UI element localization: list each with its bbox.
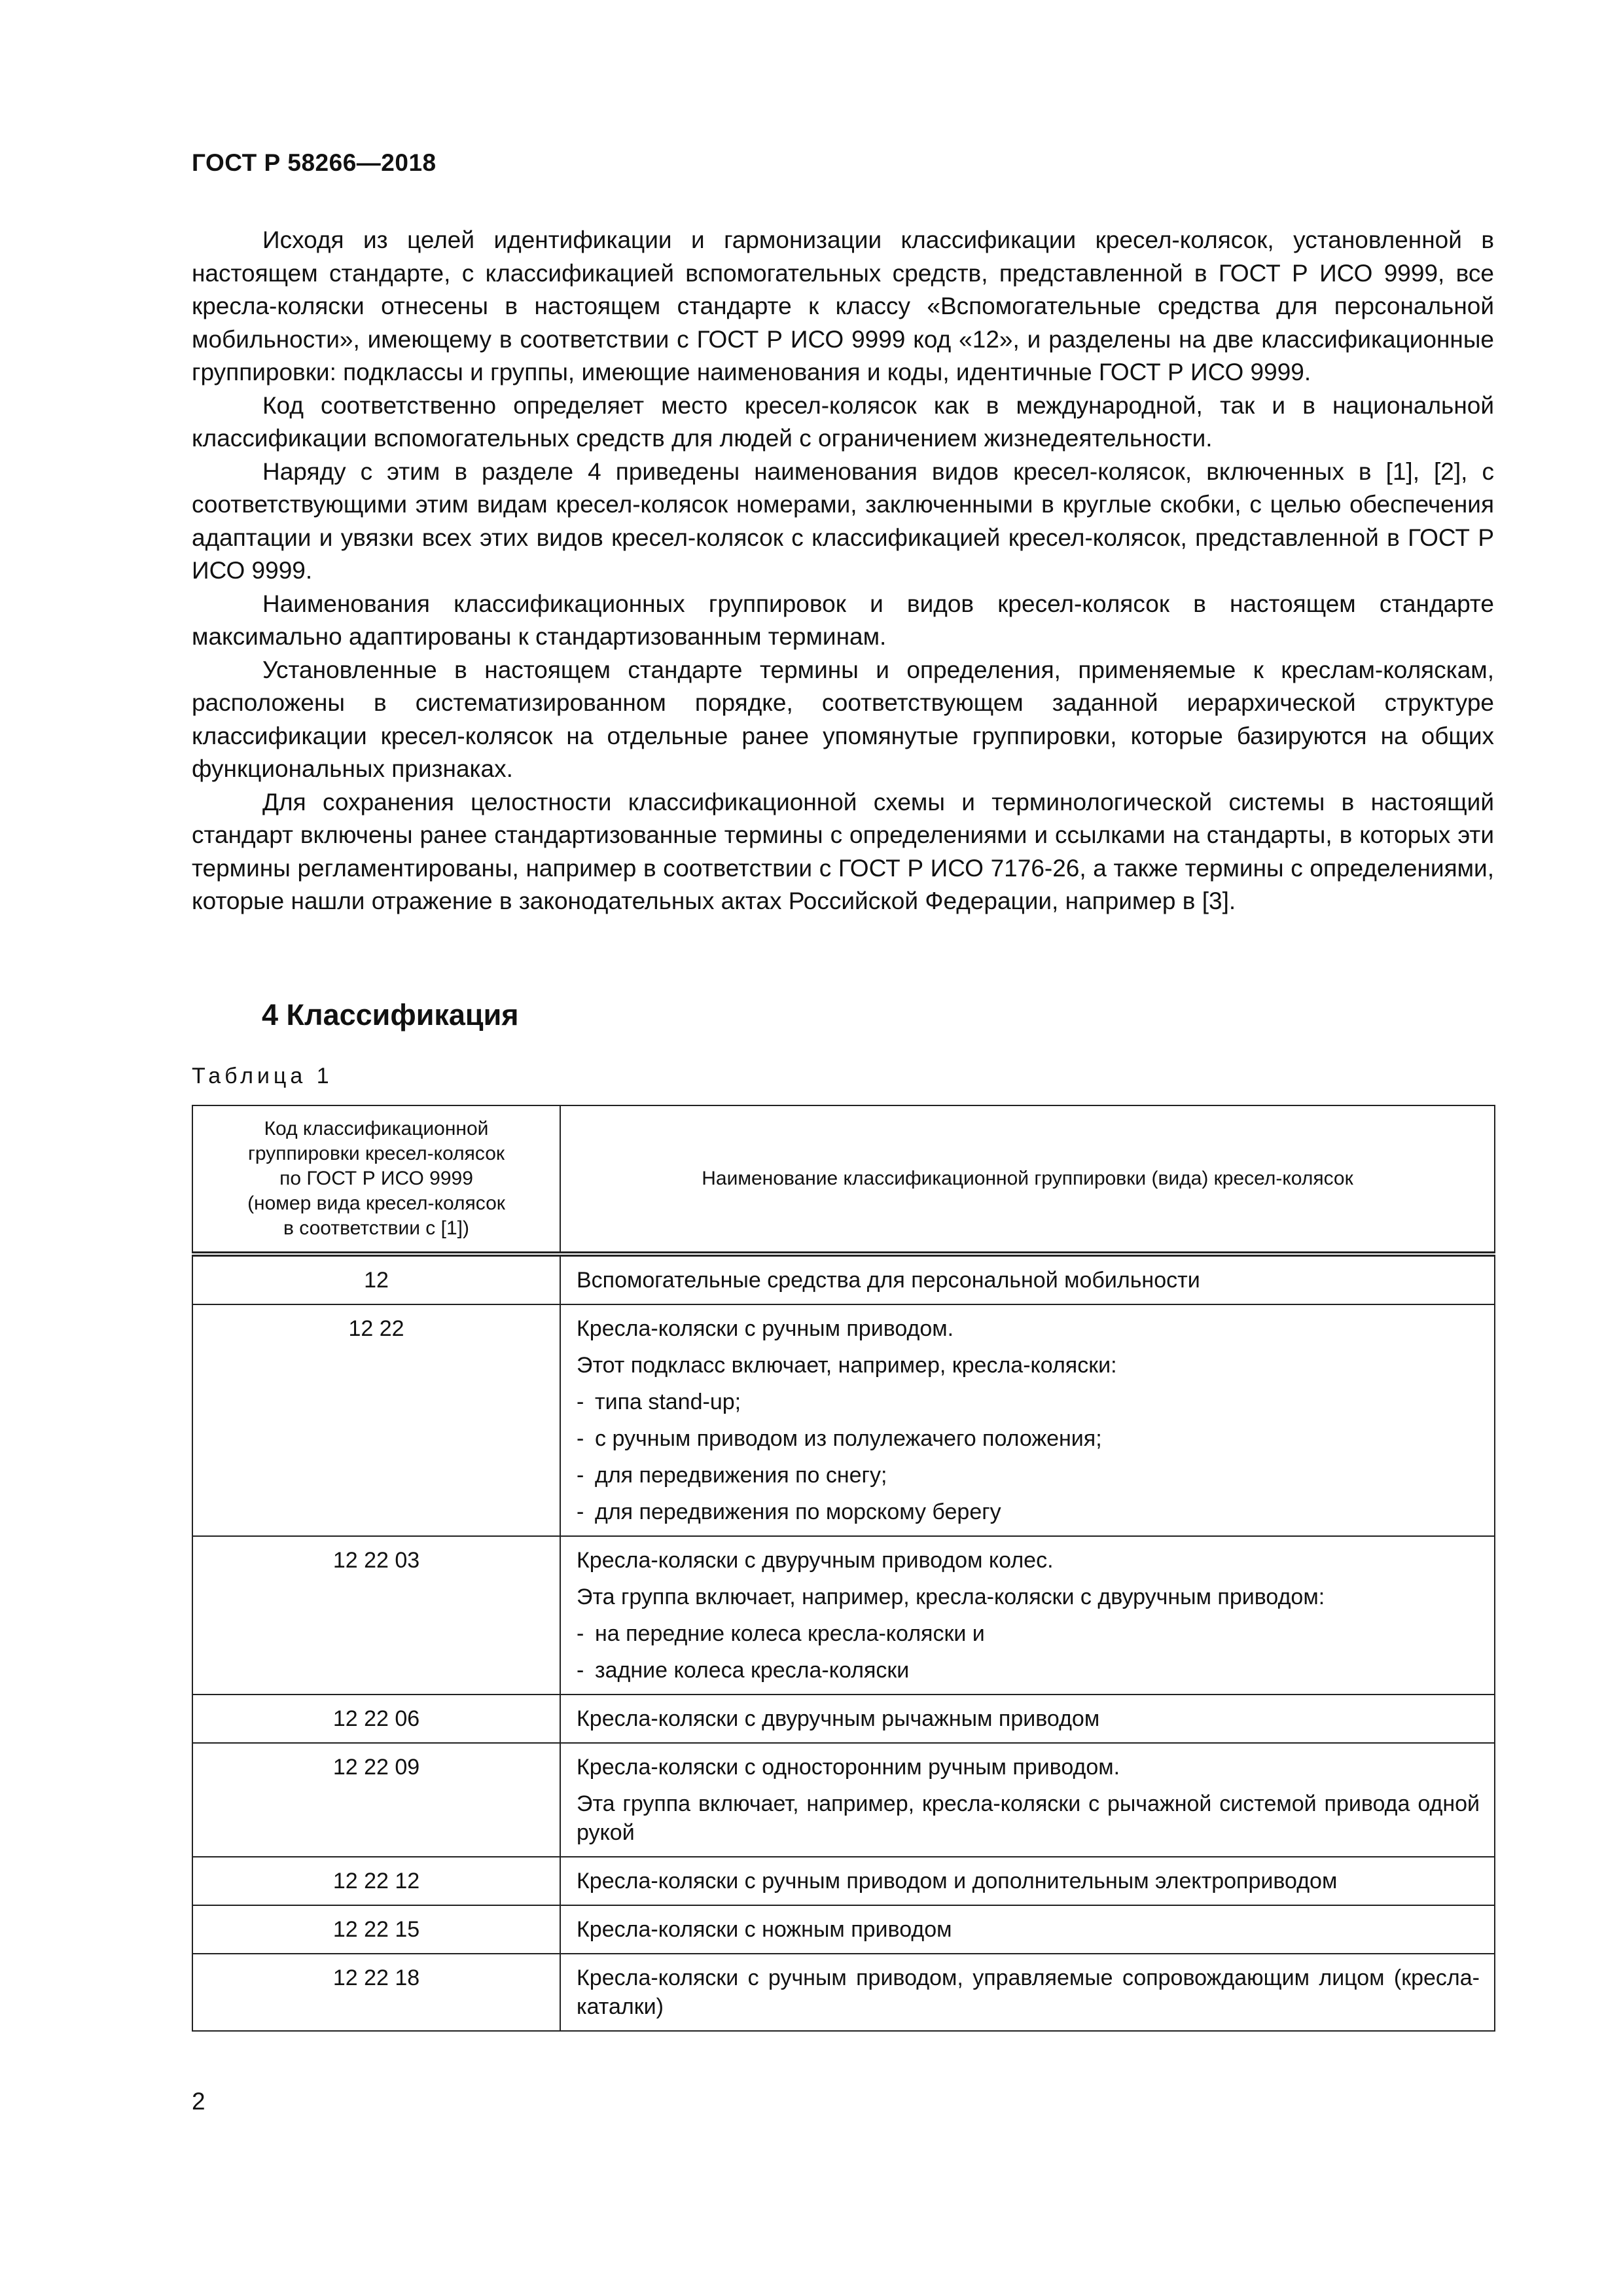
header-code-column (192, 1105, 560, 1254)
row-name (560, 1905, 1495, 1954)
row-name (560, 1695, 1495, 1743)
classification-table (192, 1105, 1495, 2032)
table-row (192, 1743, 1495, 1857)
row-name-line: Вспомогательные средства для персональной мобильности (577, 1268, 1200, 1293)
table-row (192, 1536, 1495, 1695)
row-name-line: Кресла-коляски с двуручным рычажным приводом (577, 1706, 1100, 1731)
row-name (560, 1857, 1495, 1905)
table-caption: Таблица 1 (192, 1064, 333, 1088)
paragraph: Для сохранения целостности классификационной схемы и терминологической системы в настоящий стандарт включены ранее стандартизованные термины с определениями и ссылками на стандарты, в которых эти термины регламентированы, например в соответствии с ГОСТ Р ИСО 7176-26, а также термины с определениями, которые нашли отражение в законодательных актах Российской Федерации, например в [3]. (192, 788, 1494, 914)
header-code-line: в соответствии с [1]) (283, 1217, 469, 1239)
header-name-column: Наименование классификационной группировки (вида) кресел-колясок (560, 1105, 1495, 1254)
row-name (560, 1954, 1495, 2031)
row-name-line: Этот подкласс включает, например, кресла-коляски: (577, 1353, 1117, 1378)
row-code: 12 (192, 1254, 560, 1304)
header-code-line: Код классификационной (264, 1118, 489, 1139)
paragraph: Код соответственно определяет место кресел-колясок как в международной, так и в национальной классификации вспомогательных средств для людей с ограничением жизнедеятельности. (192, 391, 1494, 452)
row-code: 12 22 18 (192, 1954, 560, 2031)
row-list-item: - на передние колеса кресла-коляски и (577, 1619, 1480, 1648)
row-list-item: - задние колеса кресла-коляски (577, 1656, 1480, 1685)
row-name-line: Эта группа включает, например, кресла-коляски с рычажной системой привода одной рукой (577, 1791, 1480, 1845)
row-name-line: Кресла-коляски с ножным приводом (577, 1917, 952, 1942)
paragraph: Исходя из целей идентификации и гармонизации классификации кресел-колясок, установленной в настоящем стандарте, с классификацией вспомогательных средств, представленной в ГОСТ Р ИСО 9999, все кресла-коляски отнесены в настоящем стандарте к классу «Вспомогательные средства для персональной мобильности», имеющему в соответствии с ГОСТ Р ИСО 9999 код «12», и разделены на две классификационные группировки: подклассы и группы, имеющие наименования и коды, идентичные ГОСТ Р ИСО 9999. (192, 226, 1494, 386)
row-code: 12 22 12 (192, 1857, 560, 1905)
row-name (560, 1254, 1495, 1304)
table-row (192, 1905, 1495, 1954)
paragraph: Наряду с этим в разделе 4 приведены наименования видов кресел-колясок, включенных в [1], [2], с соответствующими этим видам кресел-колясок номерами, заключенными в круглые скобки, с целью обеспечения адаптации и увязки всех этих видов кресел-колясок с классификацией кресел-колясок, представленной в ГОСТ Р ИСО 9999. (192, 457, 1494, 584)
intro-text (192, 224, 1494, 918)
row-list-item: - для передвижения по снегу; (577, 1461, 1480, 1490)
page-number: 2 (192, 2088, 205, 2115)
table-body (192, 1254, 1495, 2031)
document-id-header: ГОСТ Р 58266—2018 (192, 149, 437, 176)
row-code: 12 22 (192, 1304, 560, 1536)
row-code: 12 22 15 (192, 1905, 560, 1954)
row-list-item: - с ручным приводом из полулежачего положения; (577, 1424, 1480, 1453)
table-row (192, 1695, 1495, 1743)
header-code-line: (номер вида кресел-колясок (247, 1193, 505, 1214)
row-name (560, 1304, 1495, 1536)
row-list-item: - типа stand-up; (577, 1388, 1480, 1416)
table-row (192, 1954, 1495, 2031)
row-code: 12 22 06 (192, 1695, 560, 1743)
header-code-line: группировки кресел-колясок (247, 1143, 505, 1164)
table-row (192, 1254, 1495, 1304)
row-name-line: Кресла-коляски с односторонним ручным приводом. (577, 1755, 1120, 1780)
table-row (192, 1857, 1495, 1905)
paragraph: Установленные в настоящем стандарте термины и определения, применяемые к креслам-коляскам, расположены в систематизированном порядке, соответствующем заданной иерархической структуре классификации кресел-колясок на отдельные ранее упомянутые группировки, которые базируются на общих функциональных признаках. (192, 656, 1494, 782)
row-name-line: Кресла-коляски с двуручным приводом колес. (577, 1548, 1054, 1573)
row-code: 12 22 03 (192, 1536, 560, 1695)
classification-table-wrapper (192, 1105, 1494, 2032)
table-header-row (192, 1105, 1495, 1254)
row-code: 12 22 09 (192, 1743, 560, 1857)
header-code-line: по ГОСТ Р ИСО 9999 (279, 1168, 473, 1189)
table-row (192, 1304, 1495, 1536)
row-list-item: - для передвижения по морскому берегу (577, 1498, 1480, 1526)
row-name-line: Кресла-коляски с ручным приводом, управляемые сопровождающим лицом (кресла-каталки) (577, 1965, 1480, 2019)
row-name (560, 1743, 1495, 1857)
row-name-line: Кресла-коляски с ручным приводом и дополнительным электроприводом (577, 1869, 1338, 1893)
row-name-line: Кресла-коляски с ручным приводом. (577, 1316, 954, 1341)
row-name (560, 1536, 1495, 1695)
section-title: 4 Классификация (262, 998, 519, 1031)
paragraph: Наименования классификационных группировок и видов кресел-колясок в настоящем стандарте максимально адаптированы к стандартизованным терминам. (192, 590, 1494, 650)
row-name-line: Эта группа включает, например, кресла-коляски с двуручным приводом: (577, 1585, 1325, 1609)
